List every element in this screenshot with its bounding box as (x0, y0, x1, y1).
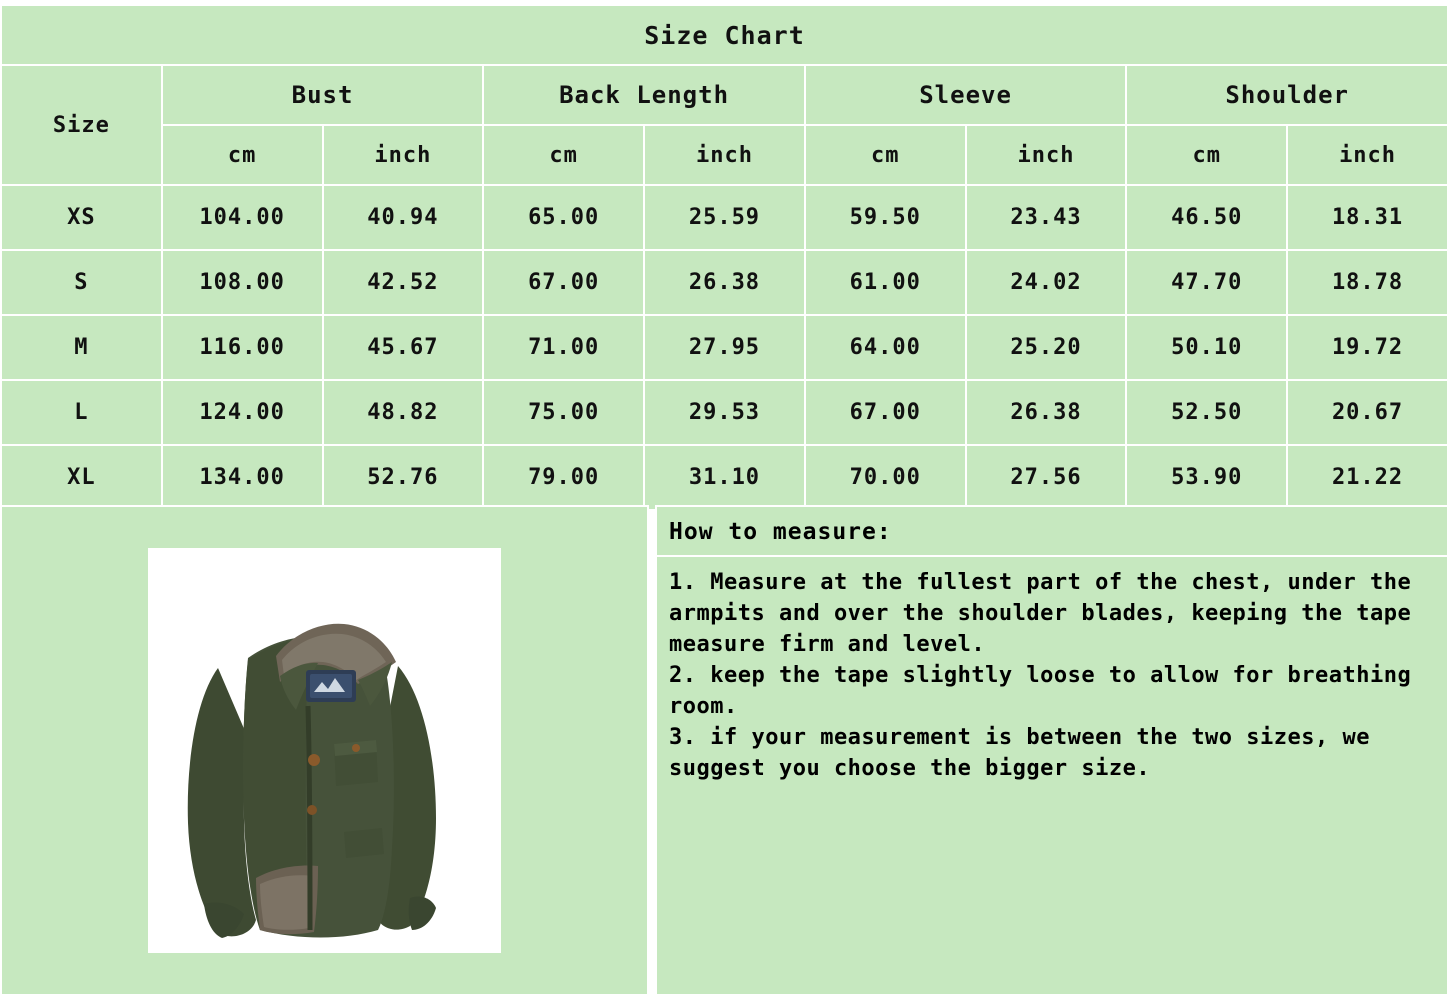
unit-header-back-length-inch: inch (644, 125, 805, 185)
cell-bust-inch: 52.76 (323, 445, 484, 510)
cell-sleeve-inch: 25.20 (966, 315, 1127, 380)
size-chart-table (0, 4, 1449, 511)
column-group-bust: Bust (162, 65, 484, 125)
cell-shoulder-inch: 20.67 (1287, 380, 1448, 445)
row-size-label: L (1, 380, 162, 445)
unit-header-sleeve-cm: cm (805, 125, 966, 185)
unit-header-back-length-cm: cm (483, 125, 644, 185)
table-title-row (1, 5, 1448, 65)
column-group-shoulder: Shoulder (1126, 65, 1448, 125)
column-header-size: Size (1, 65, 162, 185)
cell-back-length-cm: 65.00 (483, 185, 644, 250)
cell-shoulder-cm: 53.90 (1126, 445, 1287, 510)
cell-back-length-inch: 29.53 (644, 380, 805, 445)
cell-back-length-cm: 71.00 (483, 315, 644, 380)
table-row (1, 315, 1448, 380)
row-size-label: XS (1, 185, 162, 250)
column-group-sleeve: Sleeve (805, 65, 1127, 125)
cell-shoulder-inch: 19.72 (1287, 315, 1448, 380)
how-to-measure-body (657, 557, 1447, 784)
cell-back-length-cm: 75.00 (483, 380, 644, 445)
unit-header-shoulder-cm: cm (1126, 125, 1287, 185)
unit-header-bust-inch: inch (323, 125, 484, 185)
measure-step-3: 3. if your measurement is between the two sizes, we suggest you choose the bigger size. (669, 725, 1371, 781)
cell-back-length-inch: 26.38 (644, 250, 805, 315)
cell-shoulder-inch: 18.78 (1287, 250, 1448, 315)
cell-back-length-inch: 31.10 (644, 445, 805, 510)
cell-sleeve-cm: 67.00 (805, 380, 966, 445)
measure-step-1: 1. Measure at the fullest part of the chest, under the armpits and over the shoulder blades, keeping the tape measure firm and level. (669, 570, 1412, 657)
chart-title: Size Chart (1, 5, 1448, 65)
cell-back-length-cm: 79.00 (483, 445, 644, 510)
cell-back-length-inch: 25.59 (644, 185, 805, 250)
how-to-measure-title: How to measure: (657, 507, 1447, 557)
cell-shoulder-inch: 18.31 (1287, 185, 1448, 250)
cell-sleeve-cm: 64.00 (805, 315, 966, 380)
product-image-panel (0, 505, 649, 996)
cell-bust-cm: 116.00 (162, 315, 323, 380)
unit-header-sleeve-inch: inch (966, 125, 1127, 185)
cell-shoulder-cm: 52.50 (1126, 380, 1287, 445)
cell-sleeve-inch: 24.02 (966, 250, 1127, 315)
jacket-illustration (148, 548, 501, 953)
table-row (1, 185, 1448, 250)
row-size-label: XL (1, 445, 162, 510)
cell-bust-inch: 40.94 (323, 185, 484, 250)
cell-bust-cm: 124.00 (162, 380, 323, 445)
cell-sleeve-inch: 26.38 (966, 380, 1127, 445)
table-unit-header-row (1, 125, 1448, 185)
cell-bust-cm: 134.00 (162, 445, 323, 510)
product-photo (148, 548, 501, 953)
cell-back-length-cm: 67.00 (483, 250, 644, 315)
cell-sleeve-inch: 27.56 (966, 445, 1127, 510)
column-group-back-length: Back Length (483, 65, 805, 125)
cell-shoulder-inch: 21.22 (1287, 445, 1448, 510)
cell-shoulder-cm: 46.50 (1126, 185, 1287, 250)
cell-shoulder-cm: 47.70 (1126, 250, 1287, 315)
measure-step-2: 2. keep the tape slightly loose to allow for breathing room. (669, 663, 1412, 719)
row-size-label: S (1, 250, 162, 315)
cell-bust-inch: 42.52 (323, 250, 484, 315)
cell-back-length-inch: 27.95 (644, 315, 805, 380)
unit-header-bust-cm: cm (162, 125, 323, 185)
cell-bust-cm: 108.00 (162, 250, 323, 315)
cell-bust-cm: 104.00 (162, 185, 323, 250)
cell-shoulder-cm: 50.10 (1126, 315, 1287, 380)
cell-sleeve-cm: 61.00 (805, 250, 966, 315)
table-row (1, 445, 1448, 510)
lower-section (0, 505, 1449, 996)
size-chart-section (0, 4, 1449, 511)
table-group-header-row (1, 65, 1448, 125)
cell-sleeve-cm: 59.50 (805, 185, 966, 250)
cell-bust-inch: 45.67 (323, 315, 484, 380)
table-row (1, 250, 1448, 315)
unit-header-shoulder-inch: inch (1287, 125, 1448, 185)
cell-sleeve-cm: 70.00 (805, 445, 966, 510)
how-to-measure-panel (655, 505, 1449, 996)
cell-bust-inch: 48.82 (323, 380, 484, 445)
cell-sleeve-inch: 23.43 (966, 185, 1127, 250)
table-row (1, 380, 1448, 445)
row-size-label: M (1, 315, 162, 380)
